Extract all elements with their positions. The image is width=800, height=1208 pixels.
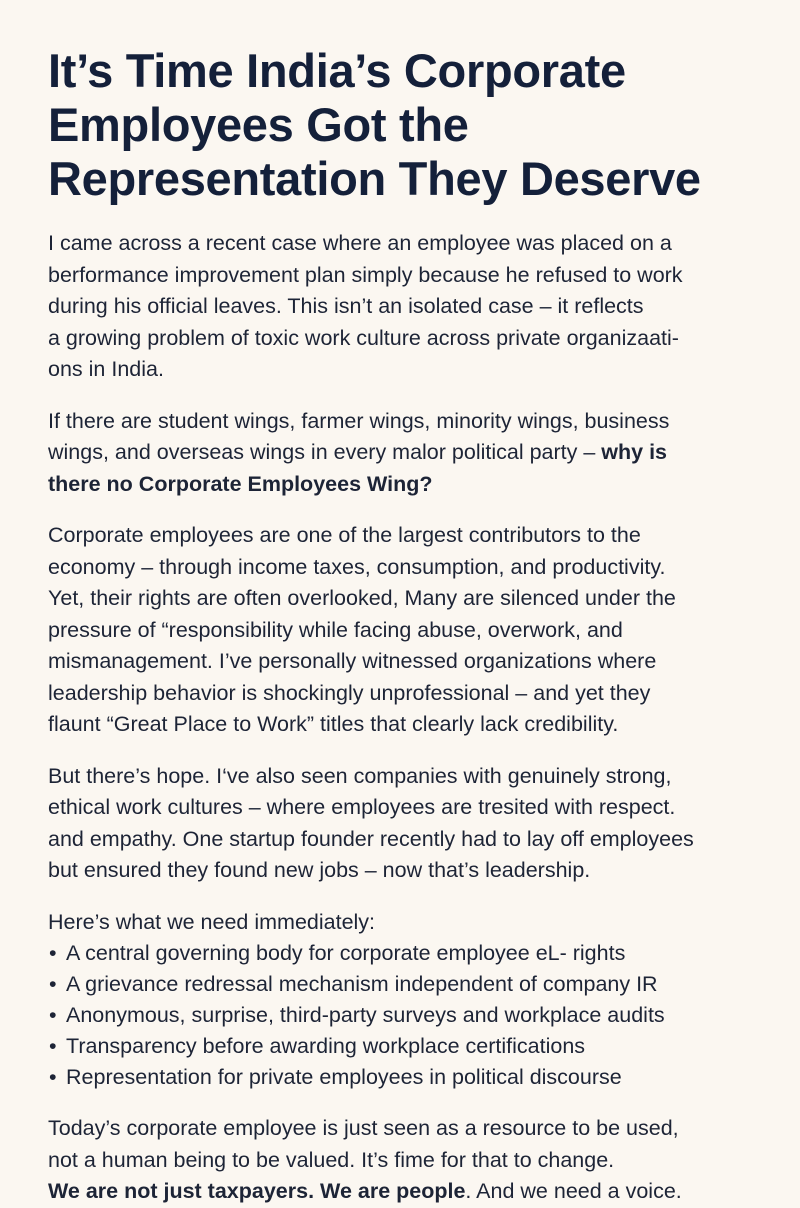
text-line: Today’s corporate employee is just seen as a resource to be used, <box>48 1116 679 1140</box>
paragraph-conclusion <box>48 1113 768 1208</box>
needs-intro <box>48 907 768 939</box>
bullet-icon: • <box>49 1003 57 1027</box>
text-line: leadership behavior is shockingly unprofessional – and yet they <box>48 680 651 705</box>
text-line <box>48 1176 768 1208</box>
text-line: Corporate employees are one of the largest contributors to the <box>48 523 641 547</box>
bold-question-part-2: there no Corporate Employees Wing? <box>48 471 433 496</box>
bold-slogan: We are not just taxpayers. We are people <box>48 1179 466 1203</box>
text-line: during his official leaves. This isn’t an isolated case – it reflects <box>48 294 644 318</box>
list-item-text: Representation for private employees in political discourse <box>66 1065 622 1089</box>
bold-question-part-1: why is <box>601 440 667 464</box>
text-line: not a human being to be valued. It’s fime for that to change. <box>48 1147 615 1172</box>
needs-list <box>48 938 768 1093</box>
list-item <box>48 969 768 1000</box>
text-line: ons in India. <box>48 357 164 381</box>
text-line: berformance improvement plan simply because he refused to work <box>48 262 683 287</box>
list-item <box>48 1062 768 1093</box>
bullet-icon: • <box>49 972 57 996</box>
text-line: and empathy. One startup founder recently had to lay off employees <box>48 826 694 851</box>
text-line: Here’s what we need immediately: <box>48 909 376 934</box>
text-line: But there’s hope. I‘ve also seen companies with genuinely strong, <box>48 763 672 788</box>
list-item-text: Anonymous, surprise, third-party surveys and workplace audits <box>66 1003 665 1027</box>
paragraph-hope <box>48 761 768 887</box>
text-line: mismanagement. I’ve personally witnessed organizations where <box>48 649 657 673</box>
text-line: a growing problem of toxic work culture across private organizaati- <box>48 325 679 350</box>
text-line <box>48 469 768 501</box>
page-title <box>48 44 768 206</box>
text-line: pressure of “responsibility while facing abuse, overwork, and <box>48 617 623 642</box>
paragraph-political-wings <box>48 406 768 501</box>
title-line-2: Employees Got the <box>48 98 469 151</box>
text-line: I came across a recent case where an employee was placed on a <box>48 231 672 255</box>
bullet-icon: • <box>49 941 57 965</box>
bullet-icon: • <box>49 1065 57 1089</box>
text-line: ethical work cultures – where employees are tresited with respect. <box>48 795 676 819</box>
text-line: flaunt “Great Place to Work” titles that clearly lack credibility. <box>48 712 619 736</box>
title-line-3: Representation They Deserve <box>48 152 701 205</box>
text-line: economy – through income taxes, consumption, and productivity. <box>48 554 666 579</box>
text-line: but ensured they found new jobs – now that’s leadership. <box>48 858 591 882</box>
list-item-text: A grievance redressal mechanism independent of company IR <box>66 972 658 996</box>
text-segment: . And we need a voice. <box>465 1179 682 1203</box>
bullet-icon: • <box>49 1034 57 1058</box>
text-line: Yet, their rights are often overlooked, Many are silenced under the <box>48 586 676 610</box>
title-line-1: It’s Time India’s Corporate <box>48 44 626 97</box>
paragraph-intro-case <box>48 228 768 386</box>
text-line <box>48 437 768 469</box>
list-item <box>48 938 768 969</box>
list-item <box>48 1031 768 1062</box>
list-item <box>48 1000 768 1031</box>
list-item-text: A central governing body for corporate employee eL- rights <box>66 941 626 965</box>
paragraph-contributors <box>48 520 768 741</box>
text-segment: wings, and overseas wings in every malor political party – <box>48 440 602 464</box>
list-item-text: Transparency before awarding workplace certifications <box>66 1034 586 1058</box>
text-line: If there are student wings, farmer wings, minority wings, business <box>48 408 670 433</box>
